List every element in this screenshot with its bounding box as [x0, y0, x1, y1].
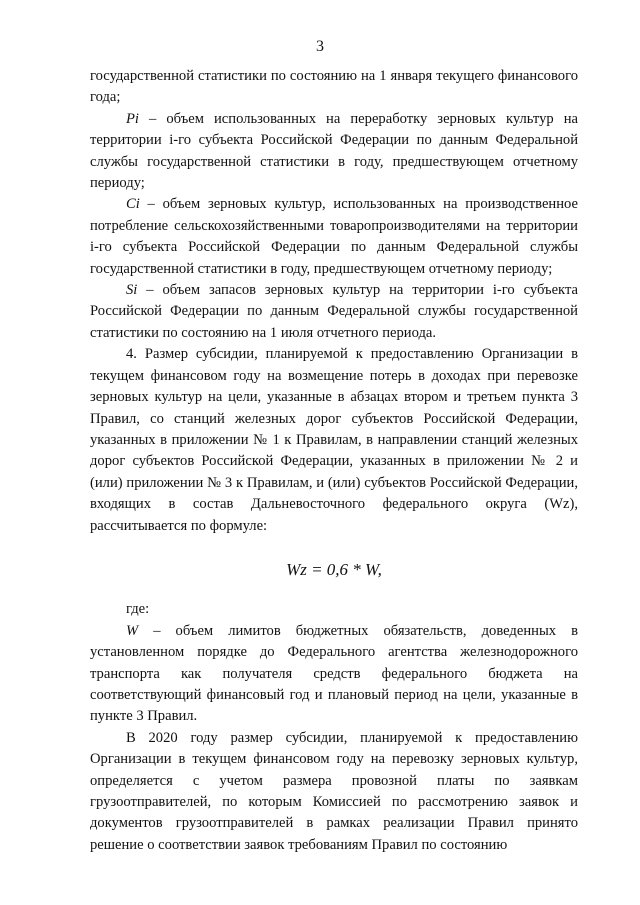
symbol-c: Ci: [126, 196, 140, 213]
paragraph-where: где:: [126, 601, 150, 618]
formula: Wz = 0,6 * W,: [286, 559, 382, 579]
definition-c-text: – объем зерновых культур, использованных на производственное потребление сельскохозяйственными товаропроизводителями на территории i-го субъекта Российской Федерации по данным Федеральной службы государственной статистики в году, предшествующем отчетному периоду;: [90, 196, 578, 277]
symbol-w: W: [126, 622, 139, 639]
page-number: 3: [316, 38, 324, 55]
document-body: [90, 66, 578, 856]
symbol-s: Si: [126, 282, 138, 299]
definition-p-text: – объем использованных на переработку зерновых культур на территории i-го субъекта Российской Федерации по данным Федеральной службы государственной статистики в году, предшествующем отчетному периоду;: [90, 110, 579, 192]
symbol-p: Pi: [126, 110, 139, 127]
paragraph-definition-s: [90, 280, 578, 344]
paragraph-definition-p: [90, 109, 578, 195]
paragraph-2020: В 2020 году размер субсидии, планируемой к предоставлению Организации в текущем финансовом году на перевозку зерновых культур, определяется с учетом размера провозной платы по заявкам грузоотправителей, по которым Комиссией по рассмотрению заявок и документов грузоотправителей в рамках реализации Правил принято решение о соответствии заявок требованиям Правил по состоянию: [90, 729, 578, 853]
paragraph-statistics-date: государственной статистики по состоянию на 1 января текущего финансового года;: [90, 68, 578, 106]
paragraph-definition-c: [90, 194, 578, 280]
paragraph-definition-w: [90, 621, 578, 728]
definition-w-text: – объем лимитов бюджетных обязательств, доведенных в установленном порядке до Федерального агентства железнодорожного транспорта как получателя средств федерального бюджета на соответствующий финансовый год и плановый период на цели, указанные в пункте 3 Правил.: [90, 622, 578, 725]
paragraph-item-4: 4. Размер субсидии, планируемой к предоставлению Организации в текущем финансовом году на возмещение потерь в доходах при перевозке зерновых культур на цели, указанные в абзацах втором и третьем пункта 3 Правил, со станций железных дорог субъектов Российской Федерации, указанных в приложении № 1 к Правилам, в направлении станций железных дорог субъектов Российской Федерации, указанных в приложении № 2 и (или) приложении № 3 к Правилам, и (или) субъектов Российской Федерации, входящих в состав Дальневосточного федерального округа (Wz), рассчитывается по формуле:: [90, 346, 578, 534]
definition-s-text: – объем запасов зерновых культур на территории i-го субъекта Российской Федерации по данным Федеральной службы государственной статистики по состоянию на 1 июля отчетного периода.: [90, 282, 578, 341]
